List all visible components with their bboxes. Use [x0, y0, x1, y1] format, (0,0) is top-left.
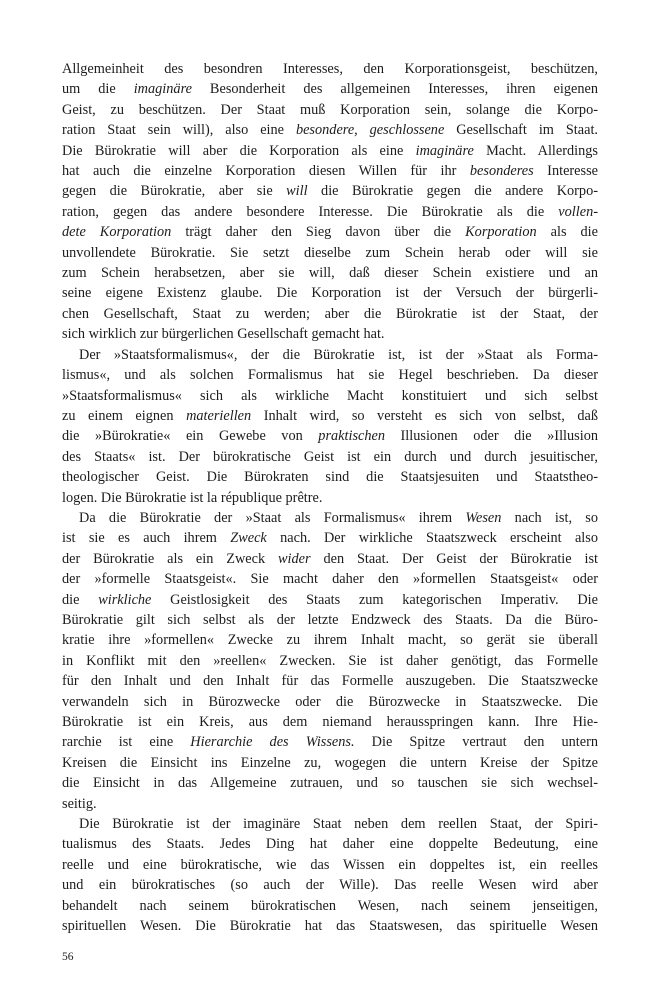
text-line [62, 406, 598, 426]
text-segment: reelle und eine bürokratische, wie das Wissen ein doppeltes ist, ein reelles [62, 856, 598, 873]
italic-text-segment: Korporation [465, 224, 537, 241]
text-segment: logen. Die Bürokratie ist la république prêtre. [62, 489, 323, 506]
text-segment: Bürokratie gilt sich selbst als der letzte Endzweck des Staats. Da die Büro- [62, 611, 598, 628]
text-line [62, 855, 598, 875]
text-line [62, 263, 598, 283]
text-segment: rarchie ist eine [62, 734, 191, 751]
text-segment: Illusionen oder die »Illusion [385, 428, 598, 445]
text-segment: theologischer Geist. Die Bürokraten sind die Staatsjesuiten und Staatstheo- [62, 469, 598, 486]
text-segment: Geistlosigkeit des Staats zum kategorischen Imperativ. Die [151, 591, 598, 608]
italic-text-segment: dete Korporation [62, 224, 172, 241]
text-line [62, 283, 598, 303]
text-segment: behandelt nach seinem bürokratischen Wesen, nach seinem jenseitigen, [62, 897, 598, 914]
italic-text-segment: wirkliche [98, 591, 152, 608]
text-line [62, 549, 598, 569]
text-segment: der »formelle Staatsgeist«. Sie macht daher den »formellen Staatsgeist« oder [62, 571, 598, 588]
text-line [62, 243, 598, 263]
text-line [62, 569, 598, 589]
text-segment: zum Schein herabsetzen, aber sie will, daß dieser Schein existiere und an [62, 265, 598, 282]
text-line [62, 100, 598, 120]
text-segment: Macht. Allerdings [473, 142, 598, 159]
italic-text-segment: Wesen [465, 509, 502, 526]
text-line [62, 692, 598, 712]
text-line [62, 814, 598, 834]
text-line [62, 202, 598, 222]
text-line [62, 304, 598, 324]
text-line [62, 916, 598, 936]
text-segment: um die [62, 81, 134, 98]
text-segment: ist sie es auch ihrem [62, 530, 231, 547]
text-segment: Da die Bürokratie der »Staat als Formalismus« ihrem [79, 509, 466, 526]
text-segment: sich wirklich zur bürgerlichen Gesellschaft gemacht hat. [62, 326, 385, 343]
text-line [62, 630, 598, 650]
text-segment: tualismus des Staats. Jedes Ding hat daher eine doppelte Bedeutung, eine [62, 836, 598, 853]
text-segment: »Staatsformalismus« sich als wirkliche Macht konstituiert und sich selbst [62, 387, 598, 404]
text-line [62, 671, 598, 691]
text-segment: den Staat. Der Geist der Bürokratie ist [310, 550, 598, 567]
page-text [62, 59, 598, 936]
text-segment: kratie ihre »formellen« Zwecke zu ihrem Inhalt macht, so gerät sie überall [62, 632, 598, 649]
text-line [62, 753, 598, 773]
italic-text-segment: Zweck [230, 530, 267, 547]
text-line [62, 610, 598, 630]
text-segment: Der »Staatsformalismus«, der die Bürokratie ist, ist der »Staat als Forma- [79, 346, 598, 363]
text-line [62, 528, 598, 548]
italic-text-segment: vollen- [558, 203, 598, 220]
text-segment: verwandeln sich in Bürozwecke oder die Bürozwecke in Staatszwecke. Die [62, 693, 598, 710]
text-line [62, 141, 598, 161]
text-line [62, 488, 598, 508]
text-line [62, 365, 598, 385]
text-segment: und ein bürokratisches (so auch der Wille). Das reelle Wesen wird aber [62, 877, 598, 894]
text-segment: die »Bürokratie« ein Gewebe von [62, 428, 319, 445]
text-segment: Bürokratie ist ein Kreis, aus dem niemand herausspringen kann. Ihre Hie- [62, 714, 598, 730]
text-line [62, 59, 598, 79]
text-segment: seine eigene Existenz glaube. Die Korporation ist der Versuch der bürgerli- [62, 285, 598, 302]
text-segment: gegen die Bürokratie, aber sie [62, 183, 287, 200]
text-segment: der Bürokratie als ein Zweck [62, 550, 278, 567]
text-line [62, 161, 598, 181]
text-segment: nach ist, so [501, 509, 598, 526]
text-segment: die Bürokratie gegen die andere Korpo- [307, 183, 598, 200]
italic-text-segment: will [286, 183, 308, 200]
text-line [62, 467, 598, 487]
text-line [62, 447, 598, 467]
text-segment: hat auch die einzelne Korporation diesen Willen für ihr [62, 163, 470, 180]
text-segment: spirituellen Wesen. Die Bürokratie hat das Staatswesen, das spirituelle Wesen [62, 918, 598, 935]
text-segment: die Einsicht in das Allgemeine zutrauen, und so tauschen sie sich wechsel- [62, 775, 598, 792]
italic-text-segment: imaginäre [415, 142, 474, 159]
text-line [62, 712, 598, 732]
text-line [62, 345, 598, 365]
text-segment: trägt daher den Sieg davon über die [171, 224, 466, 241]
text-segment: für den Inhalt und den Inhalt für das Formelle auszugeben. Die Staatszwecke [62, 673, 598, 690]
page-number: 56 [62, 951, 74, 963]
text-segment: Geist, zu beschützen. Der Staat muß Korporation sein, solange die Korpo- [62, 101, 598, 118]
italic-text-segment: besondere, geschlossene [295, 122, 445, 139]
text-segment: als die [536, 224, 598, 241]
text-line [62, 386, 598, 406]
text-segment: Die Bürokratie ist der imaginäre Staat neben dem reellen Staat, der Spiri- [79, 816, 598, 833]
text-segment: Kreisen die Einsicht ins Einzelne zu, wogegen die untern Kreise der Spitze [62, 754, 598, 771]
text-line [62, 794, 598, 814]
text-line [62, 773, 598, 793]
text-segment: ration Staat sein will), also eine [62, 122, 296, 139]
text-segment: ration, gegen das andere besondere Interesse. Die Bürokratie als die [62, 203, 559, 220]
text-line [62, 732, 598, 752]
italic-text-segment: besonderes [469, 163, 534, 180]
text-segment: lismus«, und als solchen Formalismus hat sie Hegel beschrieben. Da dieser [62, 367, 598, 384]
text-segment: zu einem eignen [62, 407, 187, 424]
text-segment: chen Gesellschaft, Staat zu werden; aber die Bürokratie ist der Staat, der [62, 305, 598, 322]
text-segment: Die Bürokratie will aber die Korporation als eine [62, 142, 416, 159]
text-segment: des Staats« ist. Der bürokratische Geist ist ein durch und durch jesuitischer, [62, 448, 598, 465]
text-segment: nach. Der wirkliche Staatszweck erscheint also [266, 530, 598, 547]
text-line [62, 834, 598, 854]
text-segment: Gesellschaft im Staat. [444, 122, 598, 139]
italic-text-segment: praktischen [318, 428, 385, 445]
text-line [62, 324, 598, 344]
italic-text-segment: Hierarchie des Wissens. [190, 734, 355, 751]
text-line [62, 426, 598, 446]
text-line [62, 222, 598, 242]
text-segment: Besonderheit des allgemeinen Interesses, ihren eigenen [191, 81, 598, 98]
italic-text-segment: wider [278, 550, 311, 567]
text-line [62, 896, 598, 916]
text-line [62, 651, 598, 671]
text-segment: in Konflikt mit den »reellen« Zwecken. Sie ist daher genötigt, das Formelle [62, 652, 598, 669]
text-line [62, 181, 598, 201]
text-line [62, 508, 598, 528]
text-segment: Inhalt wird, so versteht es sich von selbst, daß [251, 407, 598, 424]
text-segment: Interesse [533, 163, 598, 180]
text-line [62, 875, 598, 895]
italic-text-segment: materiellen [186, 407, 252, 424]
italic-text-segment: imaginäre [133, 81, 192, 98]
text-segment: unvollendete Bürokratie. Sie setzt dieselbe zum Schein herab oder will sie [62, 244, 598, 261]
text-segment: Allgemeinheit des besondren Interesses, den Korporationsgeist, beschützen, [62, 61, 598, 77]
text-segment: die [62, 591, 99, 608]
text-segment: seitig. [62, 795, 97, 812]
text-segment: Die Spitze vertraut den untern [354, 734, 598, 751]
text-line [62, 590, 598, 610]
text-line [62, 79, 598, 99]
text-line [62, 120, 598, 140]
